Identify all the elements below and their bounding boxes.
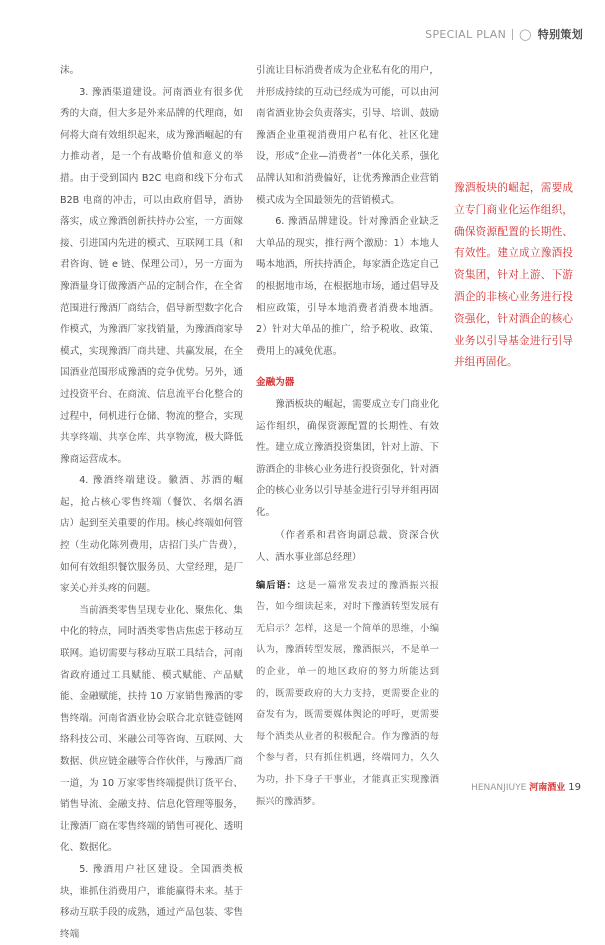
paragraph: 4. 豫酒终端建设。徽酒、苏酒的崛起，抢占核心零售终端（餐饮、名烟名酒店）起到至关重要的作用。核心终端如何管控（生动化陈列费用，店招门头广告费），如何有效组织餐饮服务员、大堂经理，是厂家关心并头疼的问题。 [60, 475, 243, 595]
editor-note [256, 575, 439, 813]
paragraph: 沫。 [60, 65, 80, 76]
paragraph: 3. 豫酒渠道建设。河南酒业有很多优秀的大商，但大多是外来品牌的代理商，如何将大商有效组织起来，成为豫酒崛起的有力推动者，是一个有战略价值和意义的举措。由于受到国内 B2C 电商和线下分布式 B2B 电商的冲击，可以由政府倡导，酒协落实，成立豫酒创新扶持办公室，一方面嫁接、引进国内先进的模式、互联网工具（和君咨询、链 e 链、保理公司），另一方面为豫酒量身订做豫酒产品的定制合作，在全省范围进行豫酒厂商结合，倡导新型数字化合作模式，为豫酒厂家找销量，为豫酒商家导模式，实现豫酒厂商共建、共赢发展，在全国酒业范围形成豫酒的竞争优势。另外，通过投资平台、在商流、信息流平台化整合的过程中，伺机进行仓储、物流的整合，实现共享终端、共享仓库、共享物流，极大降低豫商运营成本。 [60, 86, 243, 465]
paragraph: 豫酒板块的崛起，需要成立专门商业化运作组织，确保资源配置的长期性、有效性。建立成立豫酒投资集团，针对上游、下游酒企的非核心业务进行投资强化，针对酒企的核心业务以引导基金进行引导并组再固化。 [256, 398, 439, 518]
page-header [425, 26, 583, 42]
paragraph: 6. 豫酒品牌建设。针对豫酒企业缺乏大单品的现实，推行两个激励：1）本地人喝本地酒，所扶持酒企，每家酒企选定自己的根据地市场，在根据地市场，通过倡导及相应政策，引导本地消费者消费本地酒。2）针对大单品的推广，给予税收、政策、费用上的减免优惠。 [256, 216, 439, 357]
left-column [60, 60, 243, 945]
paragraph: 当前酒类零售呈现专业化、聚焦化、集中化的特点，同时酒类零售店焦虑于移动互联网。追切需要与移动互联工具结合，河南省政府通过工具赋能、模式赋能、产品赋能、金融赋能，扶持 10 万家销售豫酒的零售终端。河南省酒业协会联合北京链壹链网络科技公司、米融公司等咨询、互联网、大数据、供应链金融等合作伙伴，与豫酒厂商一道，为 10 万家零售终端提供订货平台、销售导流、金融支持、信息化管理等服务，让豫酒厂商在零售终端的销售可视化、透明化、数据化。 [60, 604, 243, 854]
paragraph: 5. 豫酒用户社区建设。全国酒类板块，谁抓住消费用户，谁能赢得未来。基于移动互联手段的成熟，通过产品包装、零售终端 [60, 863, 243, 940]
middle-column [256, 60, 439, 812]
footer-channel: 河南酒业 [529, 783, 566, 793]
header-english: SPECIAL PLAN [425, 27, 507, 41]
pull-quote: 豫酒板块的崛起，需要成立专门商业化运作组织，确保资源配置的长期性、有效性。建立成立豫酒投资集团，针对上游、下游酒企的非核心业务进行投资强化，针对酒企的核心业务以引导基金进行引导并组再固化。 [454, 182, 573, 369]
author-note: （作者系和君咨询副总裁、资深合伙人、酒水事业部总经理） [256, 530, 439, 564]
page-number: 19 [568, 782, 581, 793]
header-divider [512, 29, 513, 40]
section-icon: ◯ [519, 27, 532, 41]
paragraph: 引流让目标消费者成为企业私有化的用户，并形成持续的互动已经成为可能，可以由河南省酒业协会负责落实，引导、培训、鼓励豫酒企业重视消费用户私有化、社区化建设，形成“企业—消费者”一体化关系，强化品牌认知和消费偏好，让优秀豫酒企业营销模式成为全国最领先的营销模式。 [256, 65, 439, 206]
section-heading: 金融为器 [256, 377, 295, 389]
page-footer [471, 780, 581, 793]
editor-text: 这是一篇常发表过的豫酒振兴报告，如今细读起来，对时下豫酒转型发展有无启示？怎样，这是一个简单的思维，小编认为，豫酒转型发展，豫酒振兴，不是单一的企业，单一的地区政府的努力所能达到的，既需要政府的大力支持，更需要企业的奋发有为，既需要媒体舆论的呼吁，更需要每个酒类从业者的积极配合。作为豫酒的每个参与者，只有抓住机遇，终端同力，久久为功，扑下身子干事业，才能真正实现豫酒振兴的豫酒梦。 [256, 579, 439, 807]
editor-label: 编后语： [256, 579, 297, 591]
header-section: 特别策划 [537, 28, 583, 41]
footer-brand: HENANJIUYE [471, 783, 527, 793]
